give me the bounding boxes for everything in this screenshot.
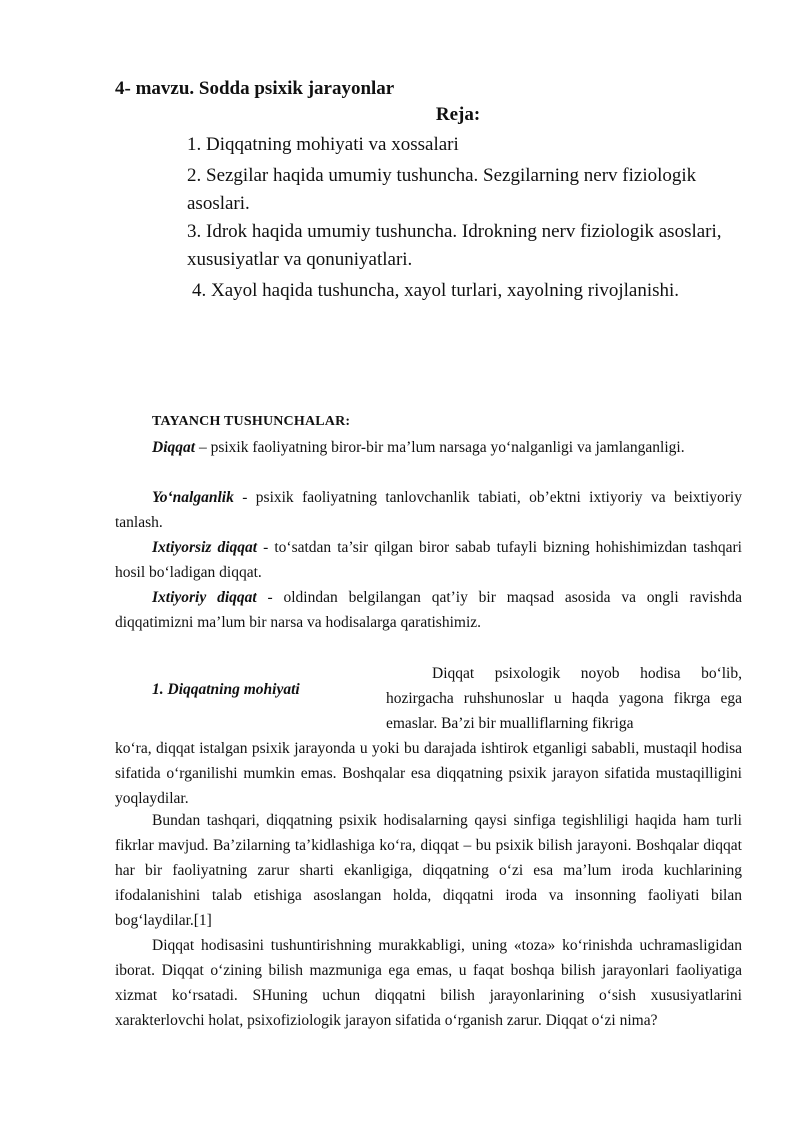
concept-yonalganlik <box>115 485 742 535</box>
concept-term: Diqqat <box>152 439 196 456</box>
plan-item-1: 1. Diqqatning mohiyati va xossalari <box>187 134 459 155</box>
page-title: 4- mavzu. Sodda psixik jarayonlar <box>115 78 395 99</box>
concept-term: Ixtiyorsiz diqqat <box>152 539 258 556</box>
concept-ixtiyorsiz-diqqat <box>115 535 742 585</box>
body-paragraph-3: Diqqat hodisasini tushuntirishning murakkabligi, uning «toza» ko‘rinishda uchramasligidan iborat. Diqqat o‘zining bilish mazmuniga ega emas, u faqat boshqa bilish jarayonlari faoliyatiga xizmat ko‘rsatadi. SHuning uchun diqqatni bilish jarayonlarining o‘sish xususiyatlarini xarakterlovchi holat, psixofiziologik jarayon sifatida o‘rganish zarur. Diqqat o‘zi nima? <box>115 937 742 1029</box>
concepts-heading: TAYANCH TUSHUNCHALAR: <box>152 414 351 429</box>
concept-definition: psixik faoliyatning biror-bir ma’lum narsaga yo‘nalganligi va jamlanganligi. <box>210 439 685 456</box>
section-paragraph-continued: ko‘ra, diqqat istalgan psixik jarayonda u yoki bu darajada ishtirok etganligi sababli, mustaqil hodisa sifatida o‘rganilishi mumkin emas. Boshqalar esa diqqatning psixik jarayon sifatida mustaqilligini yoqlaydilar. <box>115 740 742 807</box>
concept-separator: - <box>257 539 275 556</box>
concept-definition: psixik faoliyatning tanlovchanlik tabiati, ob’ektni ixtiyoriy va beixtiyoriy tanlash. <box>115 489 742 531</box>
plan-item-2: 2. Sezgilar haqida umumiy tushuncha. Sezgilarning nerv fiziologik asoslari. <box>187 165 697 214</box>
concept-definition: oldindan belgilangan qat’iy bir maqsad asosida va ongli ravishda diqqatimizni ma’lum bir narsa va hodisalarga qaratishimiz. <box>115 589 742 631</box>
concept-separator: - <box>256 589 284 606</box>
concept-separator: – <box>195 439 211 456</box>
concept-term: Yo‘nalganlik <box>152 489 234 506</box>
section-paragraph-start: Diqqat psixologik noyob hodisa bo‘lib, hozirgacha ruhshunoslar u haqda yagona fikrga ega emaslar. Ba’zi bir mualliflarning fikriga <box>386 665 742 732</box>
concept-separator: - <box>233 489 256 506</box>
plan-item-4: 4. Xayol haqida tushuncha, xayol turlari, xayolning rivojlanishi. <box>192 280 680 301</box>
concept-ixtiyoriy-diqqat <box>115 585 742 635</box>
body-paragraph-2: Bundan tashqari, diqqatning psixik hodisalarning qaysi sinfiga tegishliligi haqida ham turli fikrlar mavjud. Ba’zilarning ta’kidlashiga ko‘ra, diqqat – bu psixik bilish jarayoni. Boshqalar diqqat har bir faoliyatning zarur sharti ekanligiga, diqqatning o‘zi esa ma’lum iroda kuchlarining ifodalanishini talab etishiga asoslangan holda, diqqatni iroda va insonning faoliyati bilan bog‘laydilar.[1] <box>115 812 742 929</box>
concept-diqqat <box>115 435 742 460</box>
plan-heading: Reja: <box>435 104 481 125</box>
plan-item-3: 3. Idrok haqida umumiy tushuncha. Idrokning nerv fiziologik asoslari, xususiyatlar va qonuniyatlari. <box>187 221 722 270</box>
concept-term: Ixtiyoriy diqqat <box>152 589 257 606</box>
concept-definition: to‘satdan ta’sir qilgan biror sabab tufayli bizning hohishimizdan tashqari hosil bo‘ladigan diqqat. <box>115 539 742 581</box>
section-heading: 1. Diqqatning mohiyati <box>152 681 300 698</box>
